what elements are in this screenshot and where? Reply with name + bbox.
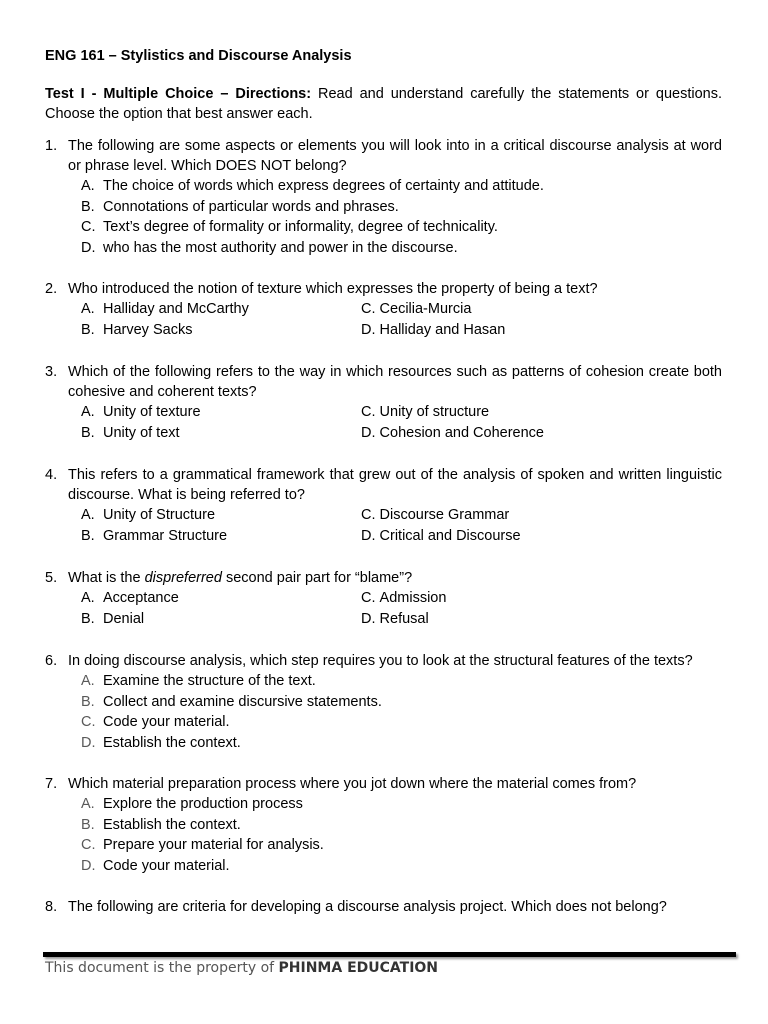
option-b: B. Establish the context.: [81, 816, 241, 833]
question-text: Who introduced the notion of texture which expresses the property of being a text?: [68, 281, 598, 297]
course-title: ENG 161 – Stylistics and Discourse Analysis: [45, 48, 352, 64]
question-text: What is the dispreferred second pair part for “blame”?: [68, 570, 413, 586]
footer-ownership: This document is the property of PHINMA EDUCATION: [45, 960, 439, 976]
option-b: B. Collect and examine discursive statements.: [81, 693, 382, 710]
question-5: [45, 568, 722, 630]
footer-divider: [43, 952, 736, 957]
question-8: [45, 897, 722, 917]
question-number: 7.: [45, 776, 58, 792]
option-d: D. who has the most authority and power in the discourse.: [81, 239, 458, 256]
option-b: B. Grammar Structure: [81, 528, 228, 544]
question-number: 2.: [45, 281, 58, 297]
option-d: D. Code your material.: [81, 857, 230, 874]
option-d: D. Establish the context.: [81, 734, 241, 751]
option-d: D. Cohesion and Coherence: [361, 425, 544, 441]
question-text: The following are some aspects or elements you will look into in a critical discourse analysis at word or phrase level. Which DOES NOT belong?: [68, 138, 722, 174]
question-3: [45, 362, 722, 444]
question-1: [45, 136, 722, 258]
option-b: B. Harvey Sacks: [81, 322, 193, 338]
question-6: [45, 651, 722, 753]
question-number: 3.: [45, 364, 58, 380]
question-number: 4.: [45, 467, 58, 483]
option-a: A. Unity of Structure: [81, 507, 216, 523]
question-4: [45, 465, 722, 547]
option-b: B. Connotations of particular words and phrases.: [81, 198, 399, 215]
option-a: A. Explore the production process: [81, 796, 303, 812]
question-text: This refers to a grammatical framework that grew out of the analysis of spoken and written linguistic discourse. What is being referred to?: [68, 467, 722, 503]
question-number: 6.: [45, 653, 58, 669]
footer-owner: PHINMA EDUCATION: [278, 960, 439, 976]
option-c: C. Cecilia-Murcia: [361, 301, 472, 317]
option-c: C. Discourse Grammar: [361, 507, 510, 523]
question-number: 1.: [45, 138, 58, 154]
question-number: 5.: [45, 570, 58, 586]
document-page: [45, 46, 722, 917]
option-c: C. Unity of structure: [361, 404, 490, 420]
test-directions: [45, 84, 722, 124]
option-a: A. The choice of words which express degrees of certainty and attitude.: [81, 178, 544, 194]
option-d: D. Refusal: [361, 611, 429, 627]
question-text: In doing discourse analysis, which step requires you to look at the structural features of the texts?: [68, 653, 693, 669]
question-7: [45, 774, 722, 876]
option-a: A. Examine the structure of the text.: [81, 673, 316, 689]
question-text: The following are criteria for developing a discourse analysis project. Which does not belong?: [68, 899, 667, 915]
option-a: A. Unity of texture: [81, 404, 201, 420]
option-c: C. Prepare your material for analysis.: [81, 837, 324, 853]
option-b: B. Denial: [81, 611, 145, 627]
option-a: A. Acceptance: [81, 590, 179, 606]
option-c: C. Text’s degree of formality or informality, degree of technicality.: [81, 219, 498, 235]
question-number: 8.: [45, 899, 58, 915]
option-c: C. Admission: [361, 590, 447, 606]
question-2: [45, 279, 722, 341]
question-text: Which of the following refers to the way in which resources such as patterns of cohesion create both cohesive and coherent texts?: [68, 364, 722, 400]
option-c: C. Code your material.: [81, 714, 230, 730]
directions-text: Read and understand carefully the statements or questions. Choose the option that best answer each.: [45, 86, 722, 122]
option-b: B. Unity of text: [81, 425, 180, 441]
option-d: D. Halliday and Hasan: [361, 322, 506, 338]
directions-heading: Test I - Multiple Choice – Directions:: [45, 86, 312, 102]
option-d: D. Critical and Discourse: [361, 528, 521, 544]
option-a: A. Halliday and McCarthy: [81, 301, 249, 317]
question-text: Which material preparation process where you jot down where the material comes from?: [68, 776, 637, 792]
